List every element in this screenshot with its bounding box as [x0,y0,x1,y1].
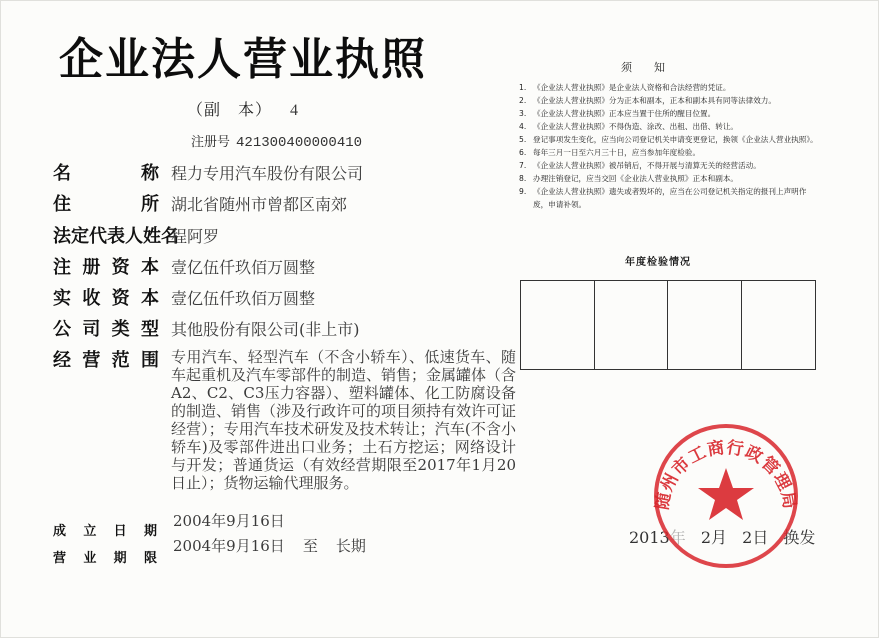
issue-action: 换发 [783,528,816,547]
issue-day: 2 [742,528,753,547]
address-label-text [53,190,159,216]
label-char: 业 [83,551,97,566]
label-char: 实 [53,288,71,309]
label-char: 型 [140,319,159,340]
label-char: 资 [111,288,130,309]
notice-item-text: 《企业法人营业执照》分为正本和副本，正本和副本具有同等法律效力。 [533,96,776,105]
notice-item [519,120,819,133]
label-char: 册 [82,257,101,278]
legal-rep-label: 法定代表人姓名 [53,226,179,247]
label-char: 成 [53,524,67,539]
notice-item-number: 1. [519,83,527,92]
label-char: 营 [82,350,101,371]
notice-item [519,107,819,120]
notice-item [519,185,819,211]
established-label [53,520,161,539]
term-value [173,535,366,556]
registered-capital-value: 壹亿伍仟玖佰万圆整 [171,258,316,277]
paid-capital-label-text [53,284,159,310]
notice-item-text: 《企业法人营业执照》遗失或者毁坏的，应当在公司登记机关指定的报刊上声明作废，申请补领。 [533,187,807,209]
address-value: 湖北省随州市曾都区南郊 [171,195,348,214]
name-value: 程力专用汽车股份有限公司 [171,164,364,183]
term-label-text [53,547,157,566]
notice-item-number: 7. [519,161,527,170]
notice-item-text: 《企业法人营业执照》被吊销后，不得开展与清算无关的经营活动。 [533,161,761,170]
label-char: 立 [83,524,97,539]
notice-item-text: 登记事项发生变化，应当向公司登记机关申请变更登记，换领《企业法人营业执照》。 [533,135,818,144]
notice-item [519,94,819,107]
issue-year-unit: 年 [669,528,686,547]
copy-label [187,97,299,120]
label-char: 本 [140,288,159,309]
notice-item-text: 《企业法人营业执照》不得伪造、涂改、出租、出借、转让。 [533,122,739,131]
label-char: 营 [53,551,67,566]
term-to: 长期 [335,537,366,555]
notice-item-text: 每年三月一日至六月三十日，应当参加年度检验。 [533,148,701,157]
label-char: 范 [111,350,130,371]
notice-item-number: 5. [519,135,527,144]
registered-capital-label [53,253,161,279]
issue-day-unit: 日 [752,528,769,547]
registration-value: 421300400000410 [236,135,363,151]
legal-rep-value: 程阿罗 [171,227,220,246]
seal-text: 随州市工商行政管理局 [652,437,800,512]
label-char: 收 [82,288,101,309]
label-char: 所 [141,194,159,215]
annual-inspection-title: 年度检验情况 [625,257,691,268]
business-scope-label-text [53,346,159,372]
inspection-cell [742,281,816,369]
notice-item [519,172,819,185]
paid-capital-label [53,284,161,310]
label-char: 围 [140,350,159,371]
notice-item-number: 2. [519,96,527,105]
label-char: 类 [111,319,130,340]
notice-item-number: 6. [519,148,527,157]
notice-item-text: 《企业法人营业执照》正本应当置于住所的醒目位置。 [533,109,716,118]
term-separator: 至 [302,537,318,555]
name-label-text [53,159,159,185]
official-seal [651,421,801,571]
notice-title: 须知 [621,61,687,74]
inspection-cell [668,281,742,369]
notice-list [519,81,819,211]
term-from: 2004年9月16日 [173,537,285,555]
notice-item [519,159,819,172]
registration-label: 注册号 [191,135,231,150]
company-type-value: 其他股份有限公司(非上市) [171,320,360,339]
notice-item-number: 9. [519,187,527,196]
issue-year: 2013 [629,528,670,547]
inspection-cell [521,281,595,369]
registration-number [191,131,362,151]
label-char: 本 [140,257,159,278]
company-type-label [53,315,161,341]
paid-capital-value: 壹亿伍仟玖佰万圆整 [171,289,316,308]
issue-month: 2 [700,528,712,547]
label-char: 公 [53,319,71,340]
label-char: 限 [143,551,157,566]
seal-star-icon [698,468,754,520]
label-char: 注 [53,257,71,278]
address-label [53,190,161,216]
label-char: 资 [111,257,130,278]
notice-item-text: 《企业法人营业执照》是企业法人资格和合法经营的凭证。 [533,83,731,92]
term-label [53,547,161,566]
name-label [53,159,161,185]
label-char: 日 [113,524,127,539]
label-char: 司 [82,319,101,340]
issue-month-unit: 月 [711,528,728,547]
registered-capital-label-text [53,253,159,279]
inspection-cell [595,281,669,369]
established-label-text [53,520,157,539]
copy-number: 4 [290,102,300,119]
business-scope-value: 专用汽车、轻型汽车（不含小轿车）、低速货车、随车起重机及汽车零部件的制造、销售；金属罐体（含A2、C2、C3压力容器）、塑料罐体、化工防腐设备的制造、销售（涉及行政许可的项目须持有效许可证经营）；专用汽车技术研发及技术转让；汽车(不含小轿车)及零部件进出口业务；土石方挖运；网络设计与开发；普通货运（有效经营期限至2017年1月20日止）；货物运输代理服务。 [171,348,517,492]
established-value: 2004年9月16日 [173,512,285,530]
notice-item [519,133,819,146]
notice-item [519,146,819,159]
copy-text: （副 本） [187,100,273,119]
annual-inspection-table [520,280,816,370]
label-char: 住 [53,194,71,215]
notice-item-number: 3. [519,109,527,118]
business-scope-label [53,346,161,372]
notice-item-number: 4. [519,122,527,131]
label-char: 期 [143,524,157,539]
company-type-label-text [53,315,159,341]
label-char: 名 [53,163,71,184]
label-char: 期 [113,551,127,566]
notice-item [519,81,819,94]
label-char: 称 [141,163,159,184]
document-title: 企业法人营业执照 [59,34,427,85]
label-char: 经 [53,350,71,371]
notice-item-number: 8. [519,174,527,183]
notice-item-text: 办理注销登记，应当交回《企业法人营业执照》正本和副本。 [533,174,739,183]
